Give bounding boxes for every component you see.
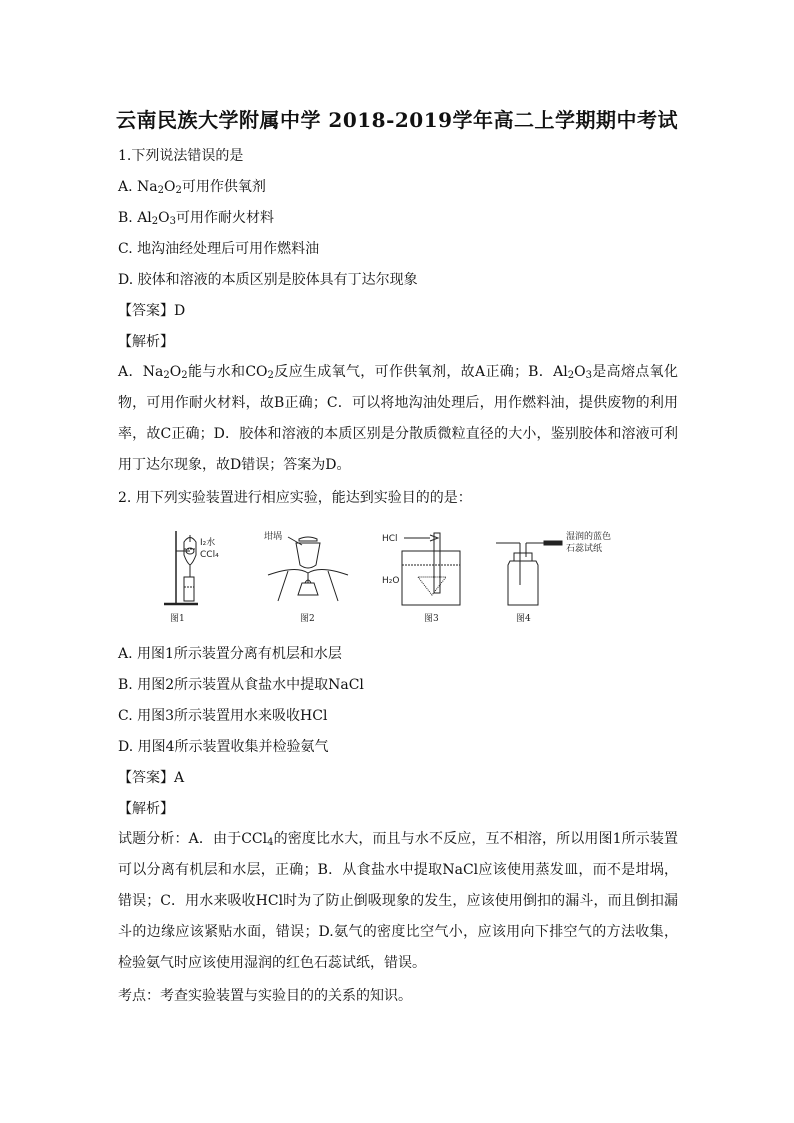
question-2-answer: 【答案】A (118, 770, 185, 786)
label-ccl4: CCl₄ (200, 550, 219, 560)
page-title: 云南民族大学附属中学 2018-2019学年高二上学期期中考试 (115, 108, 679, 132)
question-1-option-b: B. $Al_2O_3$可用作耐火材料 (118, 210, 275, 227)
question-1-option-d: D. 胶体和溶液的本质区别是胶体具有丁达尔现象 (118, 272, 418, 288)
separatory-funnel-figure (164, 531, 219, 624)
caption-fig1: 图1 (170, 614, 185, 624)
caption-fig3: 图3 (424, 614, 439, 624)
label-test-paper-1: 湿润的蓝色 (566, 532, 612, 542)
caption-fig2: 图2 (300, 614, 315, 624)
question-2-option-b: B. 用图2所示装置从食盐水中提取NaCl (118, 677, 364, 693)
label-h2o: H₂O (382, 576, 400, 586)
label-crucible: 坩埚 (264, 532, 283, 542)
label-test-paper-2: 石蕊试纸 (566, 544, 603, 554)
question-2-option-d: D. 用图4所示装置收集并检验氨气 (118, 739, 329, 755)
apparatus-figure (156, 525, 646, 625)
question-2-analysis-label: 【解析】 (118, 801, 174, 817)
label-hcl: HCl (382, 534, 398, 544)
question-1-analysis-label: 【解析】 (118, 334, 174, 350)
gas-collection-figure (496, 530, 611, 624)
question-2-point: 考点：考查实验装置与实验目的的关系的知识。 (118, 988, 412, 1004)
question-2-analysis: 试题分析：A．由于CCl$_4$的密度比水大，而且与水不反应，互不相溶，所以用图1所示装置可以分离有机层和水层，正确；B．从食盐水中提取NaCl应该使用蒸发皿，而不是坩埚，错误；C．用水来吸收HCl时为了防止倒吸现象的发生，应该使用倒扣的漏斗，而且倒扣漏斗的边缘应该紧贴水面，错误；D.氨气的密度比空气小，应该用向下排空气的方法收集，检验氨气时应该使用湿润的红色石蕊试纸，错误。 (118, 831, 679, 971)
question-1-stem: 1.下列说法错误的是 (118, 148, 244, 164)
question-1-answer: 【答案】D (118, 303, 186, 319)
hcl-absorption-figure (382, 533, 460, 624)
question-2-stem: 2. 用下列实验装置进行相应实验，能达到实验目的的是： (118, 490, 472, 506)
question-1-option-c: C. 地沟油经处理后可用作燃料油 (118, 241, 320, 257)
question-1-analysis: A．$Na_2O_2$能与水和$CO_2$反应生成氧气，可作供氧剂，故A正确；B．$Al_2O_3$是高熔点氧化物，可用作耐火材料，故B正确；C．可以将地沟油处理后，用作燃料油，提供废物的利用率，故C正确；D．胶体和溶液的本质区别是分散质微粒直径的大小，鉴别胶体和溶液可利用丁达尔现象，故D错误；答案为D。 (118, 364, 678, 473)
crucible-figure (264, 530, 348, 624)
caption-fig4: 图4 (516, 614, 531, 624)
question-2-option-c: C. 用图3所示装置用水来吸收HCl (118, 708, 328, 724)
label-i2-water: I₂水 (200, 538, 216, 548)
question-1-option-a: A. $Na_2O_2$可用作供氧剂 (118, 179, 266, 196)
question-2-option-a: A. 用图1所示装置分离有机层和水层 (118, 646, 342, 662)
